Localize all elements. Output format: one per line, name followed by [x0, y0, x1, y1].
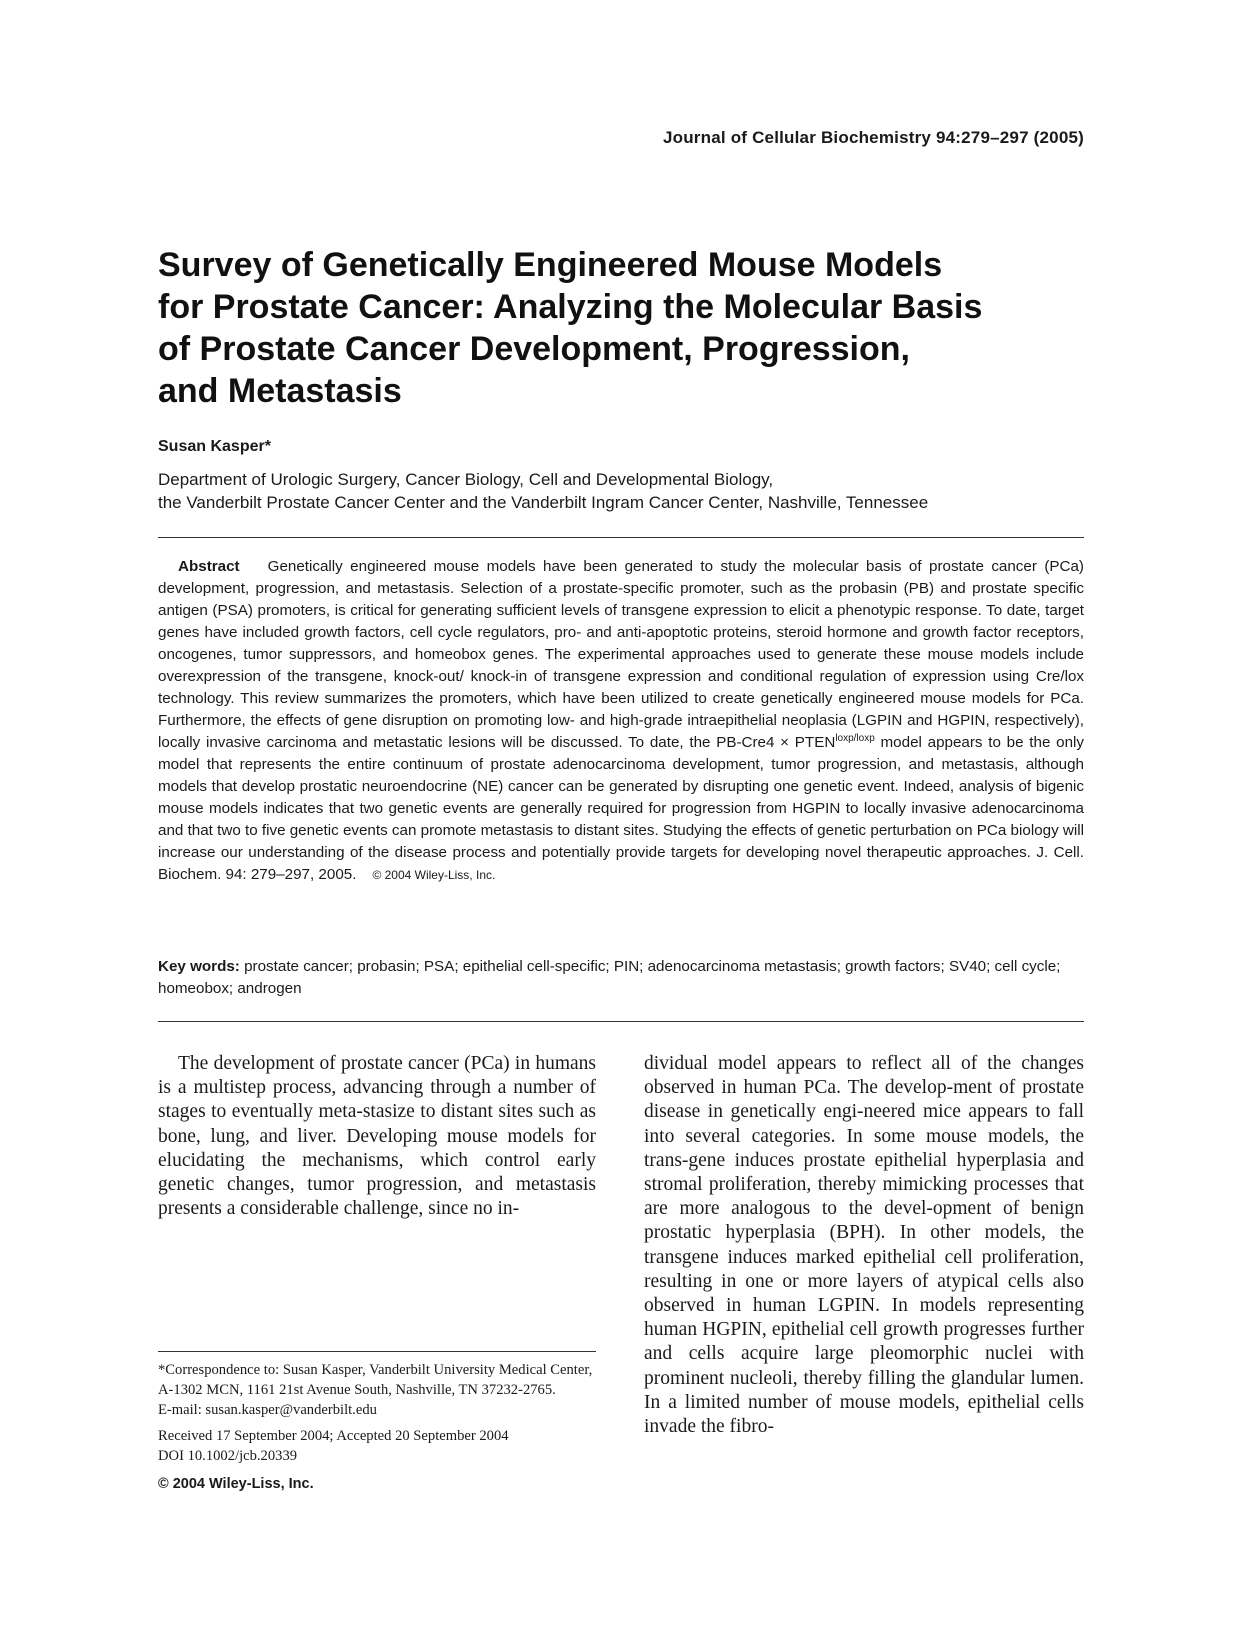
title-line: Survey of Genetically Engineered Mouse Models: [158, 246, 943, 284]
affiliation-line: Department of Urologic Surgery, Cancer Biology, Cell and Developmental Biology,: [158, 470, 774, 489]
correspondence-note: *Correspondence to: Susan Kasper, Vanderbilt University Medical Center, A-1302 MCN, 1161 21st Avenue South, Nashville, TN 37232-2765.: [158, 1362, 593, 1398]
footnote-copyright: © 2004 Wiley-Liss, Inc.: [158, 1476, 314, 1492]
body-left-column: The development of prostate cancer (PCa) in humans is a multistep process, advancing through a number of stages to eventually meta-stasize to distant sites such as bone, lung, and liver. Developing mouse models for elucidating the mechanisms, which control early genetic changes, tumor progression, and metastasis presents a considerable challenge, since no in-: [158, 1053, 596, 1220]
title-line: of Prostate Cancer Development, Progression,: [158, 330, 910, 368]
abstract-copyright: © 2004 Wiley-Liss, Inc.: [372, 868, 496, 882]
title-line: and Metastasis: [158, 372, 402, 410]
abstract-text-continued: model appears to be the only model that represents the entire continuum of prostate adenocarcinoma development, tumor progression, and metastasis, although models that develop prostatic neuroendocrine (NE) cancer can be generated by disrupting one genetic event. Indeed, analysis of bigenic mouse models indicates that two genetic events are generally required for progression from HGPIN to locally invasive adenocarcinoma and that two to five genetic events can promote metastasis to distant sites. Studying the effects of genetic perturbation on PCa biology will increase our understanding of the disease process and potentially provide targets for developing novel therapeutic approaches. J. Cell. Biochem. 94: 279–297, 2005.: [158, 734, 1084, 883]
affiliation-line: the Vanderbilt Prostate Cancer Center and the Vanderbilt Ingram Cancer Center, Nashville, Tennessee: [158, 493, 929, 512]
body-right-column: dividual model appears to reflect all of the changes observed in human PCa. The develop-ment of prostate disease in genetically engi-neered mice appears to fall into several categories. In some mouse models, the trans-gene induces prostate epithelial hyperplasia and stromal proliferation, thereby mimicking processes that are more analogous to the devel-opment of benign prostatic hyperplasia (BPH). In other models, the transgene induces marked epithelial cell proliferation, resulting in one or more layers of atypical cells also observed in human LGPIN. In models representing human HGPIN, epithelial cell growth progresses further and cells acquire large pleomorphic nuclei with prominent nucleoli, thereby filling the glandular lumen. In a limited number of mouse models, epithelial cells invade the fibro-: [644, 1053, 1084, 1438]
received-note: Received 17 September 2004; Accepted 20 September 2004: [158, 1428, 509, 1444]
keywords-label: Key words:: [158, 958, 240, 975]
keywords-text: prostate cancer; probasin; PSA; epithelial cell-specific; PIN; adenocarcinoma metastasis; growth factors; SV40; cell cycle; homeobox; androgen: [158, 958, 1061, 997]
author-affiliation: [158, 468, 928, 514]
abstract-text: Genetically engineered mouse models have been generated to study the molecular basis of prostate cancer (PCa) development, progression, and metastasis. Selection of a prostate-specific promoter, such as the probasin (PB) and prostate specific antigen (PSA) promoters, is critical for generating sufficient levels of transgene expression to elicit a phenotypic response. To date, target genes have included growth factors, cell cycle regulators, pro- and anti-apoptotic proteins, steroid hormone and growth factor receptors, oncogenes, tumor suppressors, and homeobox genes. The experimental approaches used to generate these mouse models include overexpression of the transgene, knock-out/ knock-in of transgene expression and conditional regulation of expression using Cre/lox technology. This review summarizes the promoters, which have been utilized to create genetically engineered mouse models for PCa. Furthermore, the effects of gene disruption on promoting low- and high-grade intraepithelial neoplasia (LGPIN and HGPIN, respectively), locally invasive carcinoma and metastatic lesions will be discussed. To date, the PB-Cre4 × PTEN: [158, 558, 1084, 751]
doi-note: DOI 10.1002/jcb.20339: [158, 1448, 298, 1464]
author-name: Susan Kasper*: [158, 438, 271, 455]
email-note: E-mail: susan.kasper@vanderbilt.edu: [158, 1402, 377, 1418]
journal-citation-header: Journal of Cellular Biochemistry 94:279–297 (2005): [662, 128, 1084, 147]
abstract-superscript: loxp/loxp: [835, 732, 875, 744]
footnote-rule: [158, 1351, 596, 1352]
abstract-label: Abstract: [178, 558, 240, 575]
keywords: [158, 956, 1084, 1000]
title-line: for Prostate Cancer: Analyzing the Molecular Basis: [158, 288, 983, 326]
keywords-bottom-rule: [158, 1021, 1084, 1022]
abstract-top-rule: [158, 537, 1084, 538]
abstract: [158, 556, 1084, 886]
footnotes: [158, 1360, 596, 1494]
article-title: [158, 244, 1078, 412]
